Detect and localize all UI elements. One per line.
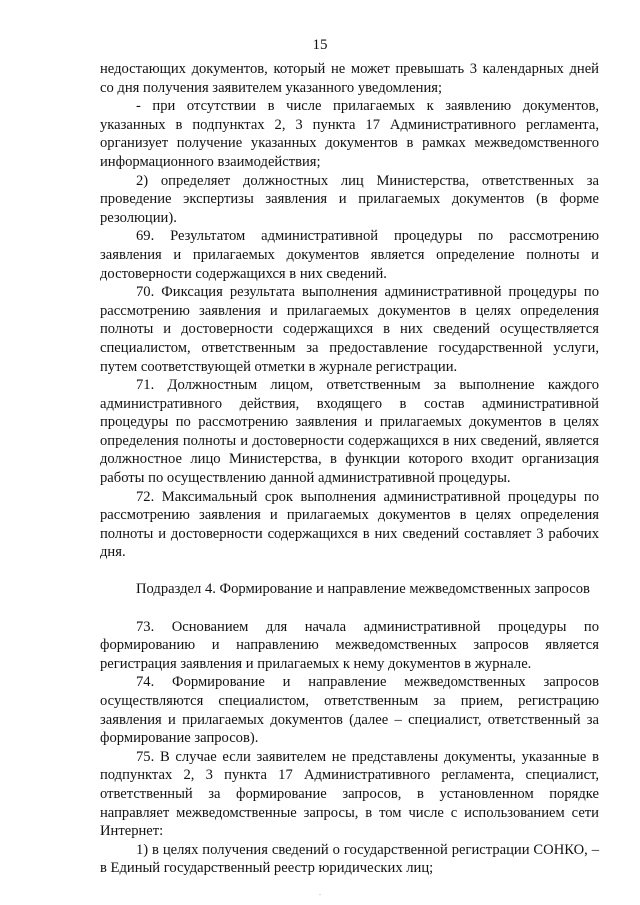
footer-mark: . — [319, 888, 321, 897]
paragraph-70: 70. Фиксация результата выполнения административной процедуры по рассмотрению заявления и прилагаемых документов в целях определения полноты и достоверности содержащихся в них сведений осуществляется специалистом, ответственным за предоставление государственной услуги, путем соответствующей отметки в журнале регистрации. — [100, 284, 599, 375]
subsection-heading: Подраздел 4. Формирование и направление межведомственных запросов — [136, 581, 590, 598]
paragraph-item-2: 2) определяет должностных лиц Министерства, ответственных за проведение экспертизы заявления и прилагаемых документов (в форме резолюции). — [100, 172, 599, 226]
paragraph-72: 72. Максимальный срок выполнения административной процедуры по рассмотрению заявления и прилагаемых документов в целях определения полноты и достоверности содержащихся в них сведений составляет 3 рабочих дня. — [100, 488, 599, 561]
paragraph-bullet-interagency: - при отсутствии в числе прилагаемых к заявлению документов, указанных в подпунктах 2, 3 пункта 17 Административного регламента, организует получение указанных документов в рамках межведомственного информационного взаимодействия; — [100, 98, 599, 170]
page-number: 15 — [312, 37, 328, 53]
paragraph-73: 73. Основанием для начала административной процедуры по формированию и направлению межведомственных запросов является регистрация заявления и прилагаемых к нему документов в журнале. — [100, 618, 599, 672]
paragraph-69: 69. Результатом административной процедуры по рассмотрению заявления и прилагаемых документов является определение полноты и достоверности содержащихся в них сведений. — [100, 228, 599, 282]
paragraph-item-1: 1) в целях получения сведений о государственной регистрации СОНКО, – в Единый государственный реестр юридических лиц; — [100, 841, 599, 877]
document-body — [100, 60, 599, 878]
paragraph-continuation: недостающих документов, который не может превышать 3 календарных дней со дня получения заявителем указанного уведомления; — [100, 61, 599, 96]
paragraph-75: 75. В случае если заявителем не представлены документы, указанные в подпунктах 2, 3 пункта 17 Административного регламента, специалист, ответственный за формирование запросов, в установленном порядке направляет межведомственные запросы, в том числе с использованием сети Интернет: — [100, 748, 599, 840]
paragraph-74: 74. Формирование и направление межведомственных запросов осуществляются специалистом, ответственным за прием, регистрацию заявления и прилагаемых документов (далее – специалист, ответственный за формирование запросов). — [100, 674, 599, 747]
paragraph-71: 71. Должностным лицом, ответственным за выполнение каждого административного действия, входящего в состав административной процедуры по рассмотрению заявления и прилагаемых документов в целях определения полноты и достоверности содержащихся в них сведений, является должностное лицо Министерства, в функции которого входит организация работы по осуществлению данной административной процедуры. — [100, 377, 599, 487]
